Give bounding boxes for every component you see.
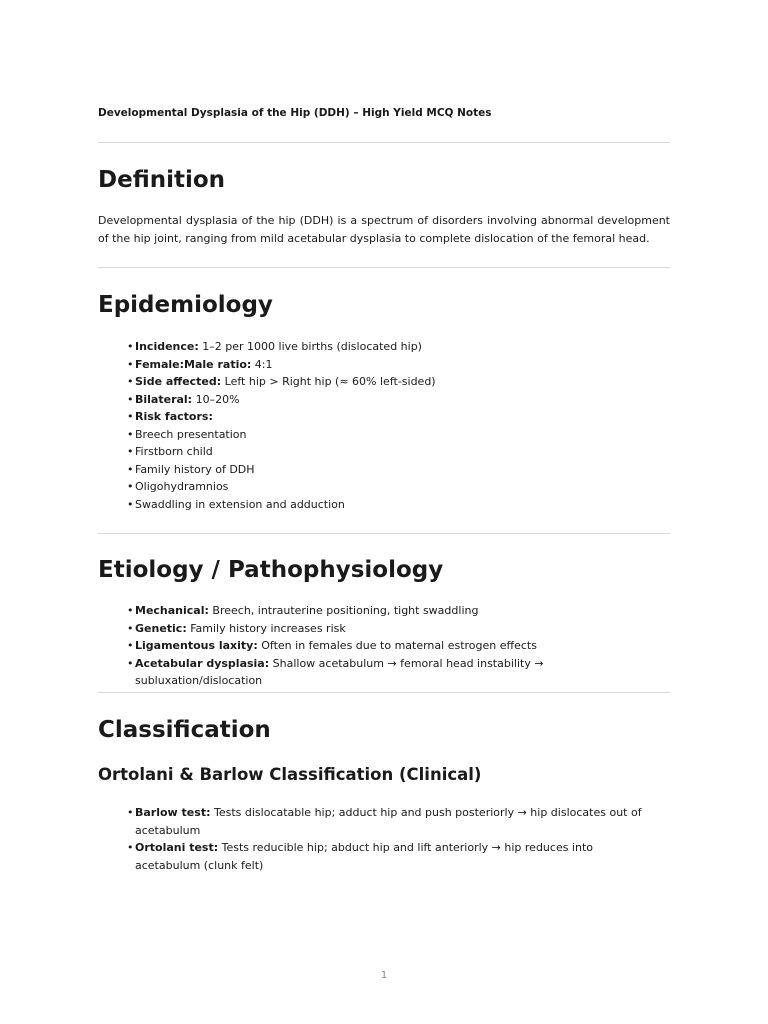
list-item: [127, 478, 647, 496]
list-item-text: Often in females due to maternal estrogen effects: [257, 639, 537, 652]
list-item: [127, 443, 647, 461]
list-item-label: Bilateral:: [135, 392, 193, 406]
subheading-ortolani-barlow: Ortolani & Barlow Classification (Clinical): [98, 765, 482, 784]
list-item-label: Female:Male ratio:: [135, 357, 252, 371]
list-item: [127, 426, 647, 444]
list-item-label: Side affected:: [135, 375, 222, 388]
definition-text: Developmental dysplasia of the hip (DDH) is a spectrum of disorders involving abnormal development of the hip joint, ranging from mild acetabular dysplasia to complete dislocation of the femoral head.: [98, 214, 670, 245]
list-item: [127, 338, 647, 356]
classification-list: [127, 804, 647, 874]
list-item: [127, 602, 647, 620]
heading-definition: Definition: [98, 167, 226, 193]
list-item-text: Tests dislocatable hip; adduct hip and push posteriorly → hip dislocates out of acetabulum: [135, 806, 642, 837]
list-item-text: 4:1: [251, 357, 273, 371]
list-item-text: Swaddling in extension and adduction: [135, 497, 345, 511]
list-item-text: Firstborn child: [135, 445, 213, 458]
list-item-text: Tests reducible hip; abduct hip and lift anteriorly → hip reduces into acetabulum (clunk felt): [135, 841, 594, 872]
divider: [98, 142, 670, 143]
list-item: [127, 461, 647, 479]
heading-etiology: Etiology / Pathophysiology: [98, 557, 444, 583]
list-item-label: Barlow test:: [135, 806, 211, 819]
list-item-label: Genetic:: [135, 621, 187, 635]
list-item: [127, 839, 647, 874]
list-item-text: 10–20%: [192, 392, 240, 406]
list-item: [127, 356, 647, 374]
list-item-text: Shallow acetabulum → femoral head instability → subluxation/dislocation: [135, 656, 544, 687]
document-title: Developmental Dysplasia of the Hip (DDH) – High Yield MCQ Notes: [98, 107, 492, 119]
divider: [98, 267, 670, 268]
page-number: 1: [380, 970, 388, 981]
list-item: [127, 620, 647, 638]
list-item: [127, 804, 647, 839]
list-item-text: Oligohydramnios: [135, 480, 229, 493]
list-item-label: Mechanical:: [135, 604, 209, 617]
list-item: [127, 496, 647, 514]
etiology-list: [127, 602, 647, 690]
list-item-label: Ortolani test:: [135, 841, 219, 854]
heading-epidemiology: Epidemiology: [98, 292, 273, 318]
list-item: [127, 637, 647, 655]
list-item-text: Breech, intrauterine positioning, tight swaddling: [208, 604, 479, 617]
epidemiology-list: [127, 338, 647, 513]
list-item-text: Family history of DDH: [135, 462, 255, 476]
list-item-label: Ligamentous laxity:: [135, 639, 258, 652]
list-item-text: Family history increases risk: [186, 621, 346, 635]
list-item-label: Acetabular dysplasia:: [135, 656, 270, 670]
list-item-text: 1–2 per 1000 live births (dislocated hip): [198, 340, 422, 353]
list-item-text: Left hip > Right hip (≈ 60% left-sided): [221, 375, 436, 388]
list-item-text: Breech presentation: [135, 427, 247, 441]
list-item-label: Incidence:: [135, 340, 199, 353]
list-item-label: Risk factors:: [135, 410, 213, 423]
divider: [98, 533, 670, 534]
list-item: [127, 391, 647, 409]
list-item: [127, 373, 647, 391]
list-item: [127, 408, 647, 426]
divider: [98, 692, 670, 693]
heading-classification: Classification: [98, 717, 271, 743]
list-item: [127, 655, 647, 690]
